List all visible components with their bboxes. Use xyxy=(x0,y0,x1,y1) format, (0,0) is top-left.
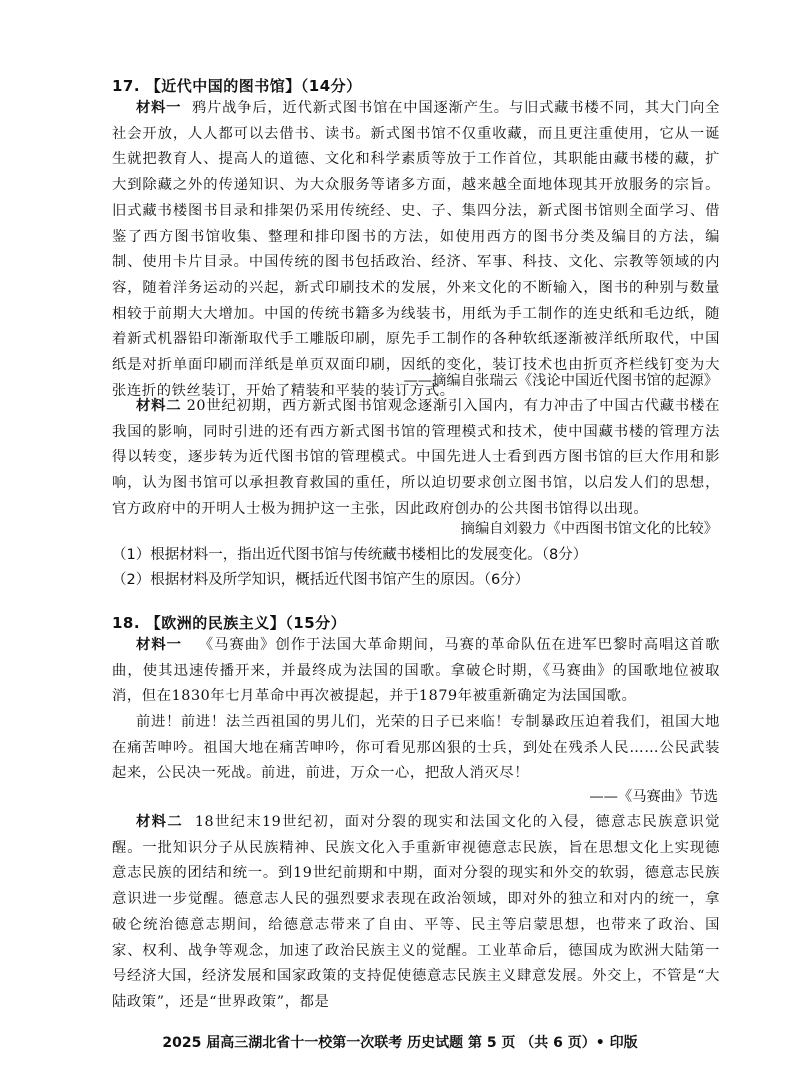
q17-material-1-text: 鸦片战争后，近代新式图书馆在中国逐渐产生。与旧式藏书楼不同，其大门向全社会开放，人人都可以去借书、读书。新式图书馆不仅重收藏，而且更注重使用，它从一诞生就把教育人、提高人的道德、文化和科学素质等放于工作首位，其职能由藏书楼的藏，扩大到除藏之外的传递知识、为大众服务等诸多方面，越来越全面地体现其开放服务的宗旨。旧式藏书楼图书目录和排架仍采用传统经、史、子、集四分法，新式图书馆则全面学习、借鉴了西方图书馆收集、整理和排印图书的方法，如使用西方的图书分类及编目的方法，编制、使用卡片目录。中国传统的图书包括政治、经济、军事、科技、文化、宗教等领域的内容，随着洋务运动的兴起，新式印刷技术的发展，外来文化的不断输入，图书的种别与数量相较于前期大大增加。中国的传统书籍多为线装书，用纸为手工制作的连史纸和毛边纸，随着新式机器铅印渐渐取代手工雕版印刷，原先手工制作的各种软纸逐渐被洋纸所取代，中国纸是对折单面印刷而洋纸是单页双面印刷，因纸的变化，装订技术也由折页齐栏线钉变为大张连折的铁丝装订，开始了精装和平装的装订方式。 xyxy=(112,100,720,399)
q17-material-2-label: 材料二 xyxy=(136,398,182,414)
q17-material-1-source: ——摘编自张瑞云《浅论中国近代图书馆的起源》 xyxy=(403,373,718,389)
q17-material-2-source: 摘编自刘毅力《中西图书馆文化的比较》 xyxy=(460,521,718,537)
q17-material-2-text: 20世纪初期，西方新式图书馆观念逐渐引入国内，有力冲击了中国古代藏书楼在我国的影响，同时引进的还有西方新式图书馆的管理模式和技术，使中国藏书楼的管理方法得以转变，逐步转为近代图书馆的管理模式。中国先进人士看到西方图书馆的巨大作用和影响，认为图书馆可以承担教育救国的重任，所以迫切要求创立图书馆，以启发人们的思想，官方政府中的开明人士极为拥护这一主张，因此政府创办的公共图书馆得以出现。 xyxy=(112,398,720,517)
q17-material-1-label: 材料一 xyxy=(136,100,182,116)
q18-material-1-source: ——《马赛曲》节选 xyxy=(589,789,718,805)
q18-material-1 xyxy=(112,633,720,710)
q17-material-2 xyxy=(112,394,720,523)
q18-material-1-label: 材料一 xyxy=(136,637,183,653)
q17-subquestion-1: （1）根据材料一，指出近代图书馆与传统藏书楼相比的发展变化。（8分） xyxy=(112,547,588,563)
q17-material-1 xyxy=(112,96,720,404)
q18-material-2-label: 材料二 xyxy=(136,814,183,830)
question-18-title: 18. 【欧洲的民族主义】（15分） xyxy=(112,614,347,632)
q18-marseillaise-lyrics: 前进！前进！法兰西祖国的男儿们，光荣的日子已来临！专制暴政压迫着我们，祖国大地在痛苦呻吟。祖国大地在痛苦呻吟，你可看见那凶狠的士兵，到处在残杀人民……公民武装起来，公民决一死战。前进，前进，万众一心，把敌人消灭尽！ xyxy=(112,714,720,782)
q18-material-2 xyxy=(112,810,720,1016)
q18-material-2-text: 18世纪末19世纪初，面对分裂的现实和法国文化的入侵，德意志民族意识觉醒。一批知识分子从民族精神、民族文化入手重新审视德意志民族，旨在思想文化上实现德意志民族的团结和统一。到19世纪前期和中期，面对分裂的现实和外交的软弱，德意志民族意识进一步觉醒。德意志人民的强烈要求表现在政治领域，即对外的独立和对内的统一，拿破仑统治德意志期间，给德意志带来了自由、平等、民主等启蒙思想，也带来了政治、国家、权利、战争等观念，加速了政治民族主义的觉醒。工业革命后，德国成为欧洲大陆第一号经济大国，经济发展和国家政策的支持促使德意志民族主义肆意发展。外交上，不管是“大陆政策”，还是“世界政策”，都是 xyxy=(112,814,720,1010)
q17-subquestion-2: （2）根据材料及所学知识，概括近代图书馆产生的原因。（6分） xyxy=(112,572,530,588)
question-17-title: 17. 【近代中国的图书馆】（14分） xyxy=(112,77,362,95)
q18-material-1-text: 《马赛曲》创作于法国大革命期间，马赛的革命队伍在进军巴黎时高唱这首歌曲，使其迅速传播开来，并最终成为法国的国歌。拿破仑时期，《马赛曲》的国歌地位被取消，但在1830年七月革命中再次被提起，并于1879年被重新确定为法国国歌。 xyxy=(112,637,720,705)
page-footer: 2025 届高三湖北省十一校第一次联考 历史试题 第 5 页 （共 6 页）• 印版 xyxy=(162,1035,638,1051)
